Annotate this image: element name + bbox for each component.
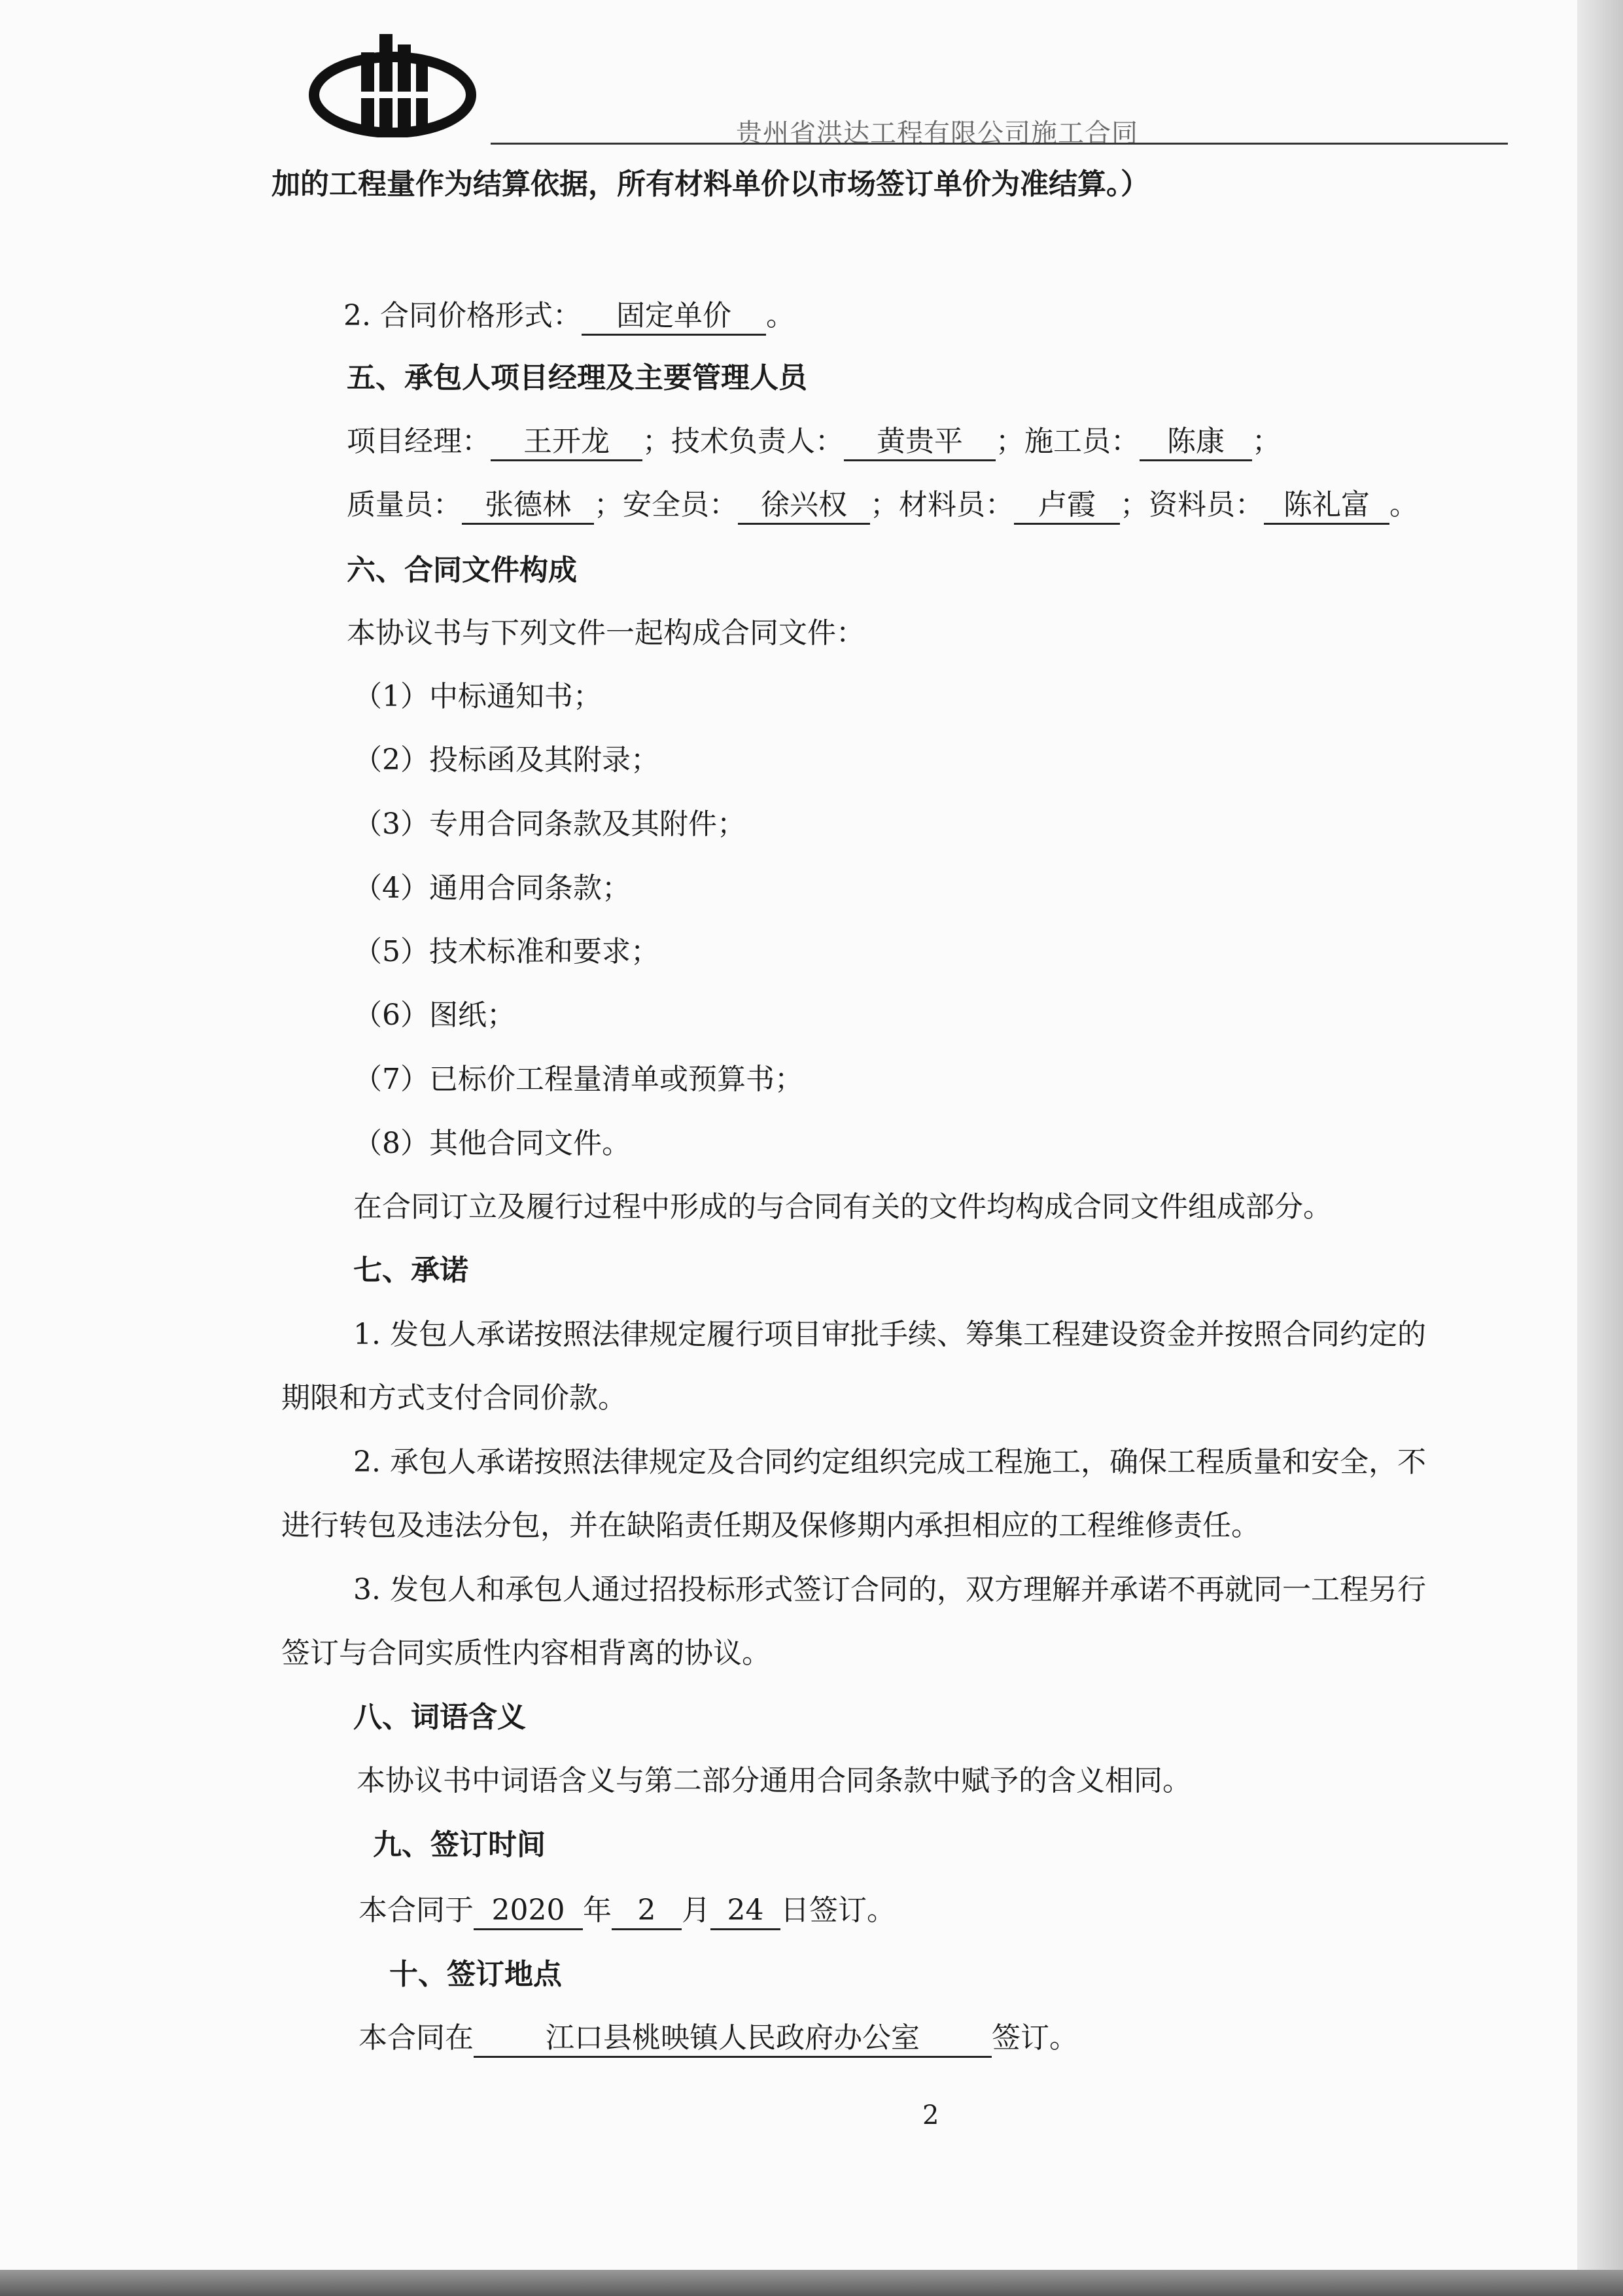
list-item: （3）专用合同条款及其附件；: [353, 807, 746, 841]
commitment-2b: 进行转包及违法分包，并在缺陷责任期及保修期内承担相应的工程维修责任。: [281, 1509, 1260, 1542]
staff-line-2-end: 。: [1389, 488, 1418, 521]
price-form-suffix: 。: [765, 299, 795, 332]
pm-name: 王开龙: [491, 424, 642, 461]
year-label: 年: [583, 1894, 612, 1927]
price-form-line: [343, 296, 795, 336]
staff-line-1-end: ；: [1252, 425, 1281, 458]
date-year: 2020: [474, 1893, 583, 1930]
header-rule: [491, 143, 1508, 145]
quality-name: 张德林: [462, 487, 594, 525]
staff-line-2: [347, 486, 1418, 525]
page-edge-shadow: [1577, 0, 1623, 2296]
commitment-3b: 签订与合同实质性内容相背离的协议。: [281, 1636, 771, 1670]
price-form-label: 2. 合同价格形式：: [343, 299, 582, 332]
commitment-3a: 3. 发包人和承包人通过招投标形式签订合同的，双方理解并承诺不再就同一工程另行: [353, 1573, 1426, 1606]
commitment-1a: 1. 发包人承诺按照法律规定履行项目审批手续、筹集工程建设资金并按照合同约定的: [353, 1318, 1426, 1351]
section-5-heading: 五、承包人项目经理及主要管理人员: [347, 361, 807, 395]
section-7-heading: 七、承诺: [353, 1254, 468, 1287]
section-8-text: 本协议书中词语含义与第二部分通用合同条款中赋予的含义相同。: [357, 1764, 1191, 1797]
continuation-line: 加的工程量作为结算依据，所有材料单价以市场签订单价为准结算。）: [271, 168, 1149, 201]
docs-name: 陈礼富: [1264, 487, 1389, 525]
commitment-1b: 期限和方式支付合同价款。: [281, 1381, 627, 1415]
quality-label: 质量员：: [347, 488, 462, 521]
pm-label: 项目经理：: [347, 425, 491, 458]
material-name: 卢霞: [1014, 487, 1120, 525]
signing-place-line: [358, 2019, 1078, 2058]
list-item: （4）通用合同条款；: [353, 872, 631, 905]
list-item: （1）中标通知书；: [353, 680, 602, 713]
date-prefix: 本合同于: [358, 1894, 474, 1927]
section-6-heading: 六、合同文件构成: [347, 554, 577, 587]
list-item: （7）已标价工程量清单或预算书；: [353, 1063, 803, 1096]
builder-label: ；施工员：: [996, 425, 1140, 458]
month-label: 月: [682, 1894, 710, 1927]
place-prefix: 本合同在: [358, 2021, 474, 2055]
staff-line-1: [347, 422, 1281, 461]
date-day: 24: [710, 1893, 780, 1930]
tech-label: ；技术负责人：: [642, 425, 844, 458]
scan-bottom-edge: [0, 2270, 1623, 2296]
list-item: （2）投标函及其附录；: [353, 743, 659, 777]
tech-name: 黄贵平: [844, 424, 996, 461]
safety-label: ；安全员：: [594, 488, 738, 521]
header-title: 贵州省洪达工程有限公司施工合同: [736, 118, 1138, 149]
section-8-heading: 八、词语含义: [353, 1701, 526, 1734]
day-label: 日签订。: [780, 1894, 896, 1927]
safety-name: 徐兴权: [738, 487, 870, 525]
place-suffix: 签订。: [992, 2021, 1078, 2055]
list-item: （5）技术标准和要求；: [353, 935, 659, 968]
list-item: （8）其他合同文件。: [353, 1127, 631, 1160]
list-item: （6）图纸；: [353, 998, 515, 1032]
date-month: 2: [612, 1893, 682, 1930]
docs-label: ；资料员：: [1120, 488, 1264, 521]
place-value: 江口县桃映镇人民政府办公室: [474, 2021, 992, 2058]
material-label: ；材料员：: [870, 488, 1014, 521]
signing-date-line: [358, 1891, 896, 1930]
company-logo-icon: [307, 26, 478, 137]
builder-name: 陈康: [1140, 424, 1252, 461]
price-form-value: 固定单价: [582, 298, 766, 336]
section-6-intro: 本协议书与下列文件一起构成合同文件：: [347, 616, 865, 650]
page-number: 2: [922, 2100, 939, 2130]
section-9-heading: 九、签订时间: [373, 1828, 546, 1862]
section-10-heading: 十、签订地点: [389, 1958, 562, 1991]
section-6-outro: 在合同订立及履行过程中形成的与合同有关的文件均构成合同文件组成部分。: [353, 1190, 1332, 1224]
commitment-2a: 2. 承包人承诺按照法律规定及合同约定组织完成工程施工，确保工程质量和安全，不: [353, 1445, 1426, 1479]
